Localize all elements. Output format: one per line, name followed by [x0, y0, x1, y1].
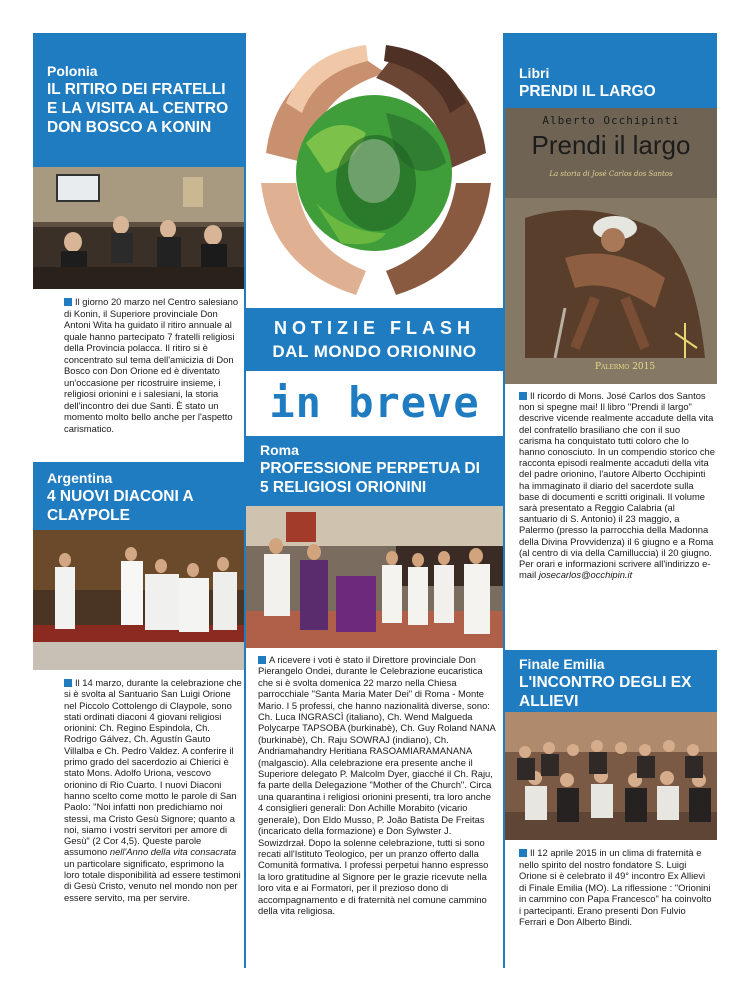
libri-kicker: Libri [519, 65, 550, 81]
roma-text: A ricevere i voti è stato il Direttore provinciale Don Pierangelo Ondei, durante le Celebrazione eucaristica che si è svolta domenica 22 marzo nella Chiesa parrocchiale "Santa Maria Mater Dei" di Roma - Monte Mario. I 5 professi, che hanno nazionalità diverse, sono: Ch. Luca INGRASCÌ (italiano), Ch. Wend Malgueda Polycarpe TAPSOBA (burkinabè), Ch. Guy Roland NANA (burkinabè), Ch. Raju SOWRAJ (indiano), Ch. Andriamahandry Heritiana RASOAMIARAMANANA (malgascio). Alla celebrazione era presente anche il Superiore delegato P. Malcolm Dyer, giacché il Ch. Raju, fa parte della Delegazione "Mother of the Church". Circa una quarantina i religiosi orionini presenti, tra loro anche 4 consiglieri generali: Don Achille Morabito (vicario generale), Don Eldo Musso, P. João Batista De Freitas (incaricato della formazione) e Don Sylwster J. Sowizdrzał. Dopo la solenne celebrazione, tutti si sono recati all'Istituto Teologico, per un pranzo offerto dalla Comunità formativa. I professi perpetui hanno espresso la loro gratitudine al Signore per le grazie ricevute nella loro vita e ai Formatori, per il prezioso dono di accompagnamento e di fraternità nel comune cammino della vita religiosa. [258, 654, 496, 916]
finale-text: Il 12 aprile 2015 in un clima di fraternità e nello spirito del nostro fondatore S. Luigi Orione si è celebrato il 49° incontro Ex Allievi di Finale Emilia (MO). La riflessione : "Orionini in cammino con Papa Francesco" ha coinvolto i partecipanti. Erano presenti Don Fulvio Ferrari e Don Alberto Bindi. [519, 847, 712, 927]
polonia-photo [33, 167, 244, 289]
cover-author: Alberto Occhipinti [542, 114, 680, 127]
libri-text: Il ricordo di Mons. José Carlos dos Santos non si spegne mai! Il libro "Prendi il largo" descrive vicende realmente accadute della vita del confratello brasiliano che con il suo carisma ha conquistato tutti coloro che lo hanno conosciuto. In un compendio storico che racconta episodi realmente accaduti della vita del padre orionino, l'autore Alberto Occhipinti ha immaginato il diario del sacerdote sulla base di documenti e scritti originali. Il volume sarà presentato a Reggio Calabria (al santuario di S. Antonio) il 23 maggio, a Palermo (presso la parrocchia della Madonna della Divina Provvidenza) il 6 giugno e a Roma (al centro di via della Camilluccia) il 20 giugno. Per orari e informazioni scrivere all'indirizzo e-mail [519, 390, 715, 581]
flash-line1: NOTIZIE FLASH [274, 318, 475, 338]
finale-photo [505, 712, 717, 840]
flash-line2: DAL MONDO ORIONINO [272, 342, 477, 361]
polonia-body [64, 296, 242, 434]
finale-header [505, 650, 717, 712]
bullet-square-icon [519, 392, 527, 400]
bullet-square-icon [519, 849, 527, 857]
argentina-text-end: un particolare significato, esprimono la loro totale disponibilità ad essere testimoni di Gesù Cristo, venuto nel mondo non per essere servito, ma per servire. [64, 857, 241, 903]
argentina-kicker: Argentina [47, 470, 113, 486]
bullet-square-icon [64, 298, 72, 306]
bullet-square-icon [64, 679, 72, 687]
libri-title: PRENDI IL LARGO [519, 83, 656, 100]
finale-body [519, 847, 715, 928]
bullet-square-icon [258, 656, 266, 664]
roma-photo [246, 506, 503, 648]
argentina-text-italic: nell'Anno della vita consacrata [109, 846, 237, 858]
hands-globe-image [246, 33, 503, 308]
flash-banner [246, 308, 503, 371]
argentina-title: 4 NUOVI DIACONI A CLAYPOLE [47, 488, 194, 524]
cover-publisher: Palermo 2015 [595, 362, 656, 372]
roma-title: PROFESSIONE PERPETUA DI 5 RELIGIOSI ORIONINI [260, 460, 480, 496]
libri-email[interactable]: josecarlos@occhipin.it [538, 569, 633, 581]
roma-header [246, 436, 503, 506]
argentina-photo [33, 530, 244, 670]
libri-body [519, 390, 715, 580]
polonia-kicker: Polonia [47, 63, 98, 79]
finale-title: L'INCONTRO DEGLI EX ALLIEVI [519, 674, 692, 710]
polonia-text: Il giorno 20 marzo nel Centro salesiano di Konin, il Superiore provinciale Don Antoni Wita ha guidato il ritiro annuale al quale hanno partecipato 7 fratelli religiosi della Provincia polacca. Il ritiro si è concentrato sul tema dell'amicizia di Don Bosco con Don Orione ed è diventato un'occasione per ricostruire insieme, i religiosi orionini e i salesiani, la storia dell'incontro dei due Santi. È stato un momento molto bello anche per l'aspetto carismatico. [64, 296, 239, 434]
column-divider-right [503, 33, 505, 968]
polonia-header [33, 33, 244, 167]
libri-header [505, 33, 717, 108]
finale-kicker: Finale Emilia [519, 656, 605, 672]
polonia-title: IL RITIRO DEI FRATELLI E LA VISITA AL CENTRO DON BOSCO A KONIN [47, 81, 229, 136]
cover-title: Prendi il largo [531, 130, 691, 160]
argentina-body [64, 677, 242, 903]
roma-kicker: Roma [260, 442, 299, 458]
argentina-header [33, 462, 244, 530]
column-divider-left [244, 33, 246, 968]
cover-subtitle: La storia di José Carlos dos Santos [549, 170, 673, 178]
argentina-text: Il 14 marzo, durante la celebrazione che si è svolta al Santuario San Luigi Orione nel Piccolo Cottolengo di Claypole, sono stati ordinati diaconi 4 giovani religiosi orionini: Ch. Regino Espindola, Ch. Rodrigo Gálvez, Ch. Agustín Gauto Villalba e Ch. Pedro Valdez. A conferire il primo grado del sacerdozio ai Chierici è stato Mons. Adolfo Uriona, vescovo orionino di Rio Cuarto. I nuovi Diaconi hanno scelto come motto le parole di San Paolo: "Noi infatti non predichiamo noi stessi, ma Cristo Gesù Signore; quanto a noi, siamo i vostri servitori per amore di Gesù" (2 Cor 4,5). Queste parole assumono [64, 677, 242, 858]
in-breve-title: in breve [269, 378, 480, 427]
book-cover [505, 108, 717, 384]
roma-body [258, 654, 498, 916]
